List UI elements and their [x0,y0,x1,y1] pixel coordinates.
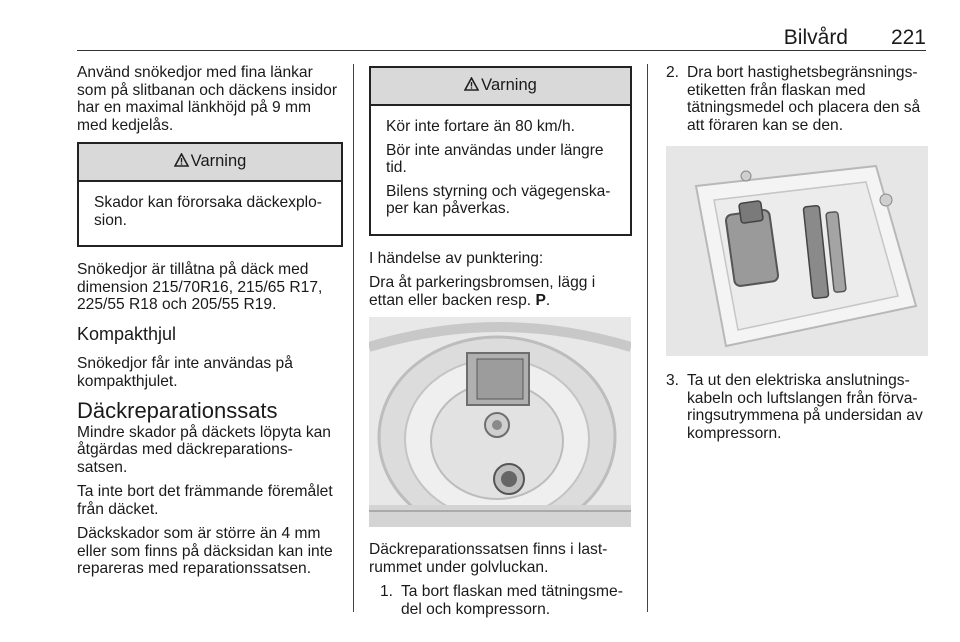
page-number: 221 [890,26,926,49]
brake-text: Dra åt parkeringsbromsen, lägg i ettan eller backen resp. [369,274,596,309]
snow-chain-intro: Använd snökedjor med fina länkar som på slitbanan och däckens insidor har en maximal länkhöjd på 9 mm med kedjelås. [77,64,338,134]
warning-title: Varning [190,152,247,171]
warning-header [371,68,630,106]
step-1 [369,583,632,618]
step-text: Ta bort flaskan med tätningsme-del och kompressorn. [401,583,623,618]
parking-brake-instruction [369,274,632,309]
page-header [77,26,926,52]
column-1 [77,64,343,585]
steps-list-continued [666,372,928,442]
step-3 [666,372,928,442]
warning-body [371,106,630,234]
repair-paragraph-2: Ta inte bort det främmande föremålet från däcket. [77,483,333,518]
warning-title: Varning [481,76,537,95]
warning-box-2 [369,66,632,236]
heading-kompakthjul: Kompakthjul [77,323,177,344]
warning-header [79,144,341,182]
warning-box-1 [77,142,343,247]
warning-text-duration: Bör inte användas under längre tid. [386,141,604,176]
warning-triangle-icon [464,77,479,95]
column-divider [647,64,648,612]
warning-body [79,182,341,245]
kompakthjul-text: Snökedjor får inte användas på kompakthjulet. [77,355,293,390]
gear-p: P [535,291,546,309]
kit-location-text: Däckreparationssatsen finns i last-rummet under golvluckan. [369,541,608,576]
step-text: Dra bort hastighetsbegränsnings-etiketten från flaskan med tätningsmedel och placera den så att föraren kan se den. [687,64,921,134]
step-number: 3. [666,372,680,389]
column-divider [353,64,354,612]
heading-dackreparationssats: Däckreparationssats [77,398,278,423]
warning-triangle-icon [174,153,189,171]
repair-paragraph-3: Däckskador som är större än 4 mm eller som finns på däcksidan kan inte repareras med reparationssatsen. [77,525,333,577]
column-3 [666,64,928,454]
header-rule [77,50,926,51]
warning-text-speed: Kör inte fortare än 80 km/h. [386,118,575,135]
step-number: 1. [380,583,394,600]
steps-list [666,64,928,134]
sealant-bottle-compartment-illustration [666,146,928,356]
puncture-intro: I händelse av punktering: [369,249,544,267]
brake-suffix: . [545,291,551,309]
section-title: Bilvård [783,26,848,49]
step-2 [666,64,928,134]
warning-text: Skador kan förorsaka däckexplo-sion. [94,194,322,229]
step-text: Ta ut den elektriska anslutnings-kabeln och luftslangen från förva-ringsutrymmena på undersidan av kompressorn. [687,372,923,442]
repair-paragraph-1: Mindre skador på däckets löpyta kan åtgärdas med däckreparations-satsen. [77,423,331,476]
allowed-dimensions: Snökedjor är tillåtna på däck med dimension 215/70R16, 215/65 R17, 225/55 R18 och 205/55 R19. [77,261,323,313]
warning-text-handling: Bilens styrning och vägegenska-per kan påverkas. [386,182,611,217]
column-2 [369,64,632,630]
steps-list [369,583,632,618]
step-number: 2. [666,64,680,81]
trunk-repair-kit-illustration [369,317,631,527]
